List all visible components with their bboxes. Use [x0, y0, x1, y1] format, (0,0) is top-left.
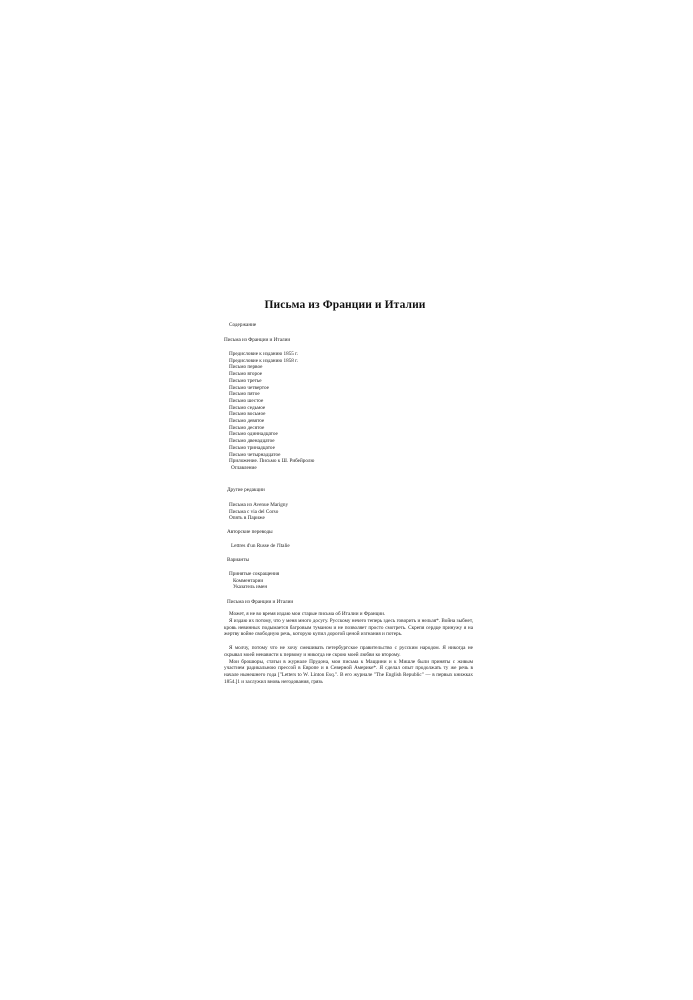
toc-item[interactable]: Письмо двенадцатое — [229, 438, 275, 445]
toc-item[interactable]: Письмо третье — [229, 377, 262, 384]
toc-item[interactable]: Приложение. Письмо к Ш. Рибейролю — [229, 458, 315, 465]
toc-section-heading: Авторские переводы — [227, 529, 273, 535]
toc-item[interactable]: Принятые сокращения — [229, 571, 280, 577]
body-paragraph: Я молчу, потому что не хочу смешивать петербургское правительство с русским народом. Я никогда не скрывал моей ненависти к первому и никогда не скрою моей любви ко второму. — [224, 645, 473, 658]
toc-item[interactable]: Оглавление — [231, 464, 257, 471]
toc-section-heading: Другие редакции — [227, 487, 265, 493]
toc-item[interactable]: Письмо девятое — [229, 418, 265, 424]
toc-item[interactable]: Комментарии — [233, 577, 264, 584]
body-heading: Письма из Франции и Италии — [227, 599, 294, 605]
body-paragraph: Мои брошюры, статьи в журнале Прудона, мои письма к Маццини и к Мишле были приняты с живым участием радикальною прессой в Европе и в Северной Америке*. Я сделал опыт продолжать ту же речь в начале нынешнего года ["Letters to W. Linton Esq.". В его журнале "The English Republic" — в первых книжках 1854.]1 и заслужил вновь негодования, грязь — [224, 658, 473, 685]
toc-item[interactable]: Письмо четырнадцатое — [229, 451, 281, 458]
toc-item[interactable]: Предисловие к изданию 1858 г. — [229, 357, 299, 364]
toc-item[interactable]: Письмо седьмое — [229, 404, 266, 411]
toc-item[interactable]: Письмо тринадцатое — [229, 444, 275, 451]
toc-item[interactable]: Письма с via del Corso — [229, 508, 279, 515]
toc-item[interactable]: Письмо десятое — [229, 424, 265, 431]
body-paragraph: Может, я не во время издаю мои старые письма об Италии и Франции. — [229, 611, 386, 617]
toc-item[interactable]: Письмо четвертое — [229, 384, 269, 391]
toc-item[interactable]: Предисловие к изданию 1855 г. — [229, 351, 299, 357]
toc-item[interactable]: Письмо шестое — [229, 397, 264, 404]
toc-item[interactable]: Письмо второе — [229, 371, 263, 378]
toc-part-title: Письма из Франции и Италии — [224, 337, 291, 343]
document-title: Письма из Франции и Италии — [264, 299, 426, 311]
toc-item[interactable]: Письмо восьмое — [229, 411, 266, 418]
body-paragraph: Я издаю их потому, что у меня много досугу. Русскому нечего теперь здесь говорить и нельзя*. Война зыбнет, кровь невинных подымается багровым туманом и не позволяет просто смотреть. Скрепя сердце принужу я на жертву войне свободную речь, которую купил дорогой ценой изгнания и потерь. — [224, 617, 473, 638]
toc-item[interactable]: Опять в Париже — [229, 515, 265, 522]
toc-item[interactable]: Письма из Avenue Marigny — [229, 502, 289, 508]
toc-heading: Содержание — [229, 322, 257, 328]
toc-item[interactable]: Письмо пятое — [229, 391, 260, 398]
toc-section-heading: Варианты — [227, 557, 249, 563]
toc-item[interactable]: Письмо первое — [229, 364, 263, 371]
toc-item[interactable]: Указатель имен — [233, 584, 268, 591]
toc-item[interactable]: Lettres d'un Russe de l'Italie — [231, 543, 290, 549]
toc-item[interactable]: Письмо одиннадцатое — [229, 431, 278, 438]
